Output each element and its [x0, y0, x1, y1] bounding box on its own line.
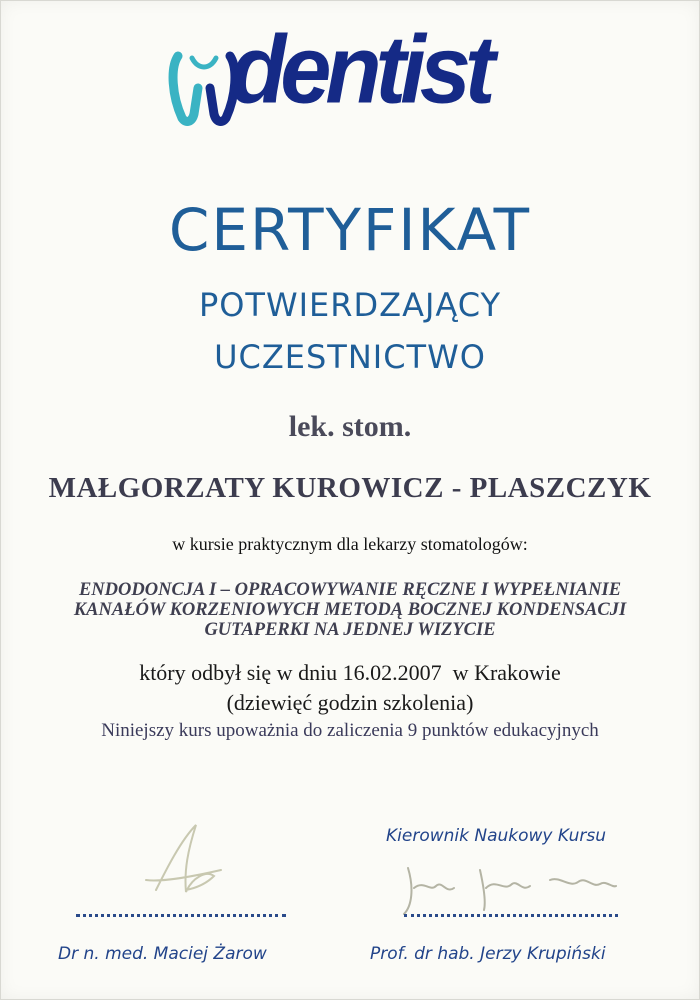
- signatory-left-name: Dr n. med. Maciej Żarow: [58, 944, 267, 964]
- course-title-line-1: ENDODONCJA I – OPRACOWYWANIE RĘCZNE I WYPEŁNIANIE: [78, 580, 622, 600]
- course-title-line-3: GUTAPERKI NA JEDNEJ WIZYCIE: [204, 620, 496, 640]
- course-intro: w kursie praktycznym dla lekarzy stomatologów:: [172, 534, 528, 554]
- signature-right-image: [400, 858, 620, 918]
- logo-wordmark: dentist: [230, 16, 490, 124]
- recipient-name: MAŁGORZATY KUROWICZ - PLASZCZYK: [48, 472, 652, 504]
- course-hours: (dziewięć godzin szkolenia): [226, 690, 474, 715]
- course-title-line-2: KANAŁÓW KORZENIOWYCH METODĄ BOCZNEJ KONDENSACJI: [73, 600, 627, 620]
- scientific-director-label: Kierownik Naukowy Kursu: [386, 826, 606, 846]
- certificate-title: CERTYFIKAT: [168, 196, 532, 264]
- signature-left-image: [126, 820, 246, 900]
- title-line-2: POTWIERDZAJĄCY: [198, 286, 502, 324]
- recipient-prefix: lek. stom.: [288, 410, 412, 443]
- title-line-3: UCZESTNICTWO: [214, 338, 486, 376]
- course-date: który odbył się w dniu 16.02.2007 w Krakowie: [139, 660, 561, 685]
- course-title: [20, 580, 680, 640]
- dentist-logo: [168, 16, 538, 130]
- education-points: Niniejszy kurs upoważnia do zaliczenia 9 punktów edukacyjnych: [101, 720, 599, 741]
- signature-line-left: [76, 914, 286, 917]
- signature-line-right: [404, 914, 618, 917]
- signatory-right-name: Prof. dr hab. Jerzy Krupiński: [370, 944, 606, 964]
